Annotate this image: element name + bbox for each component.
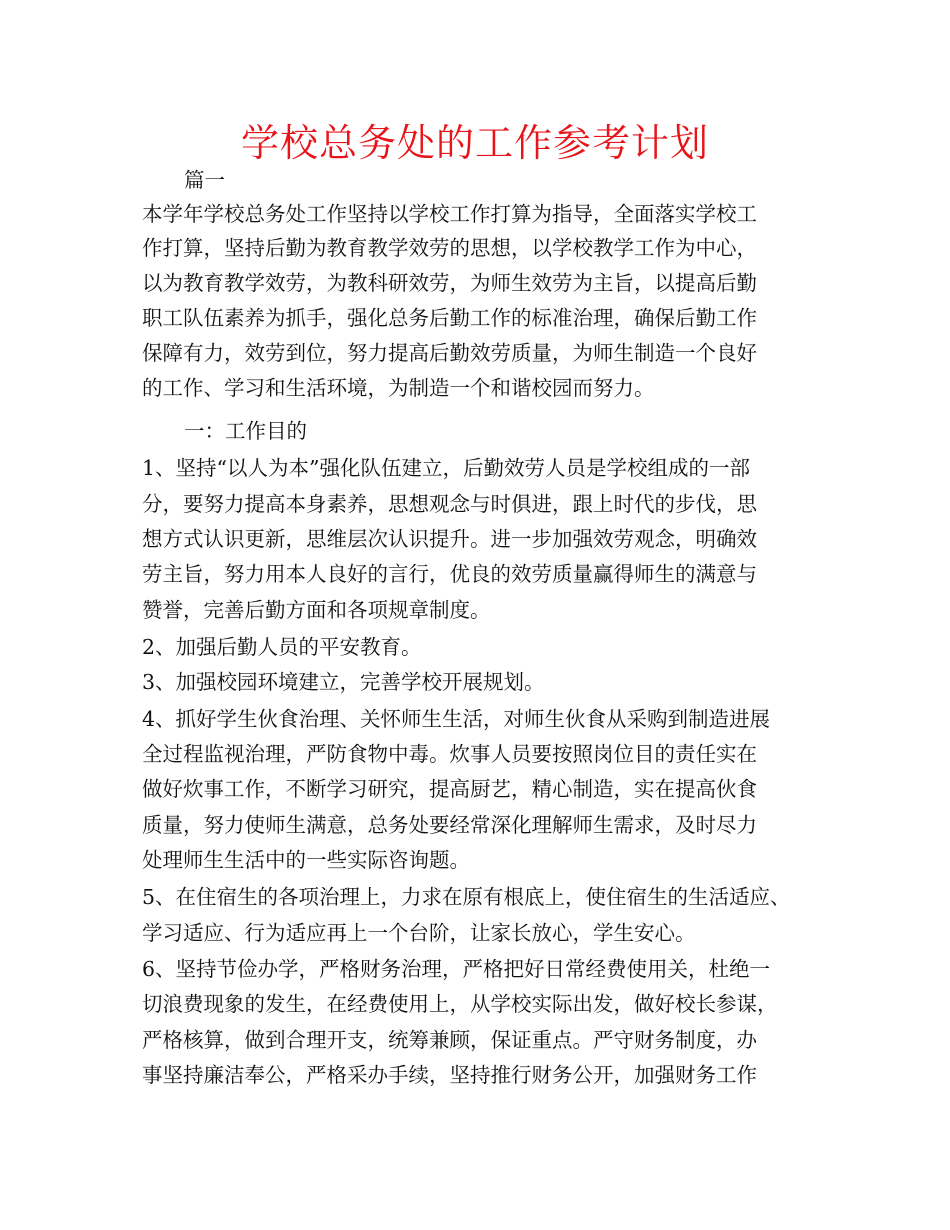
paragraph-line: 职工队伍素养为抓手，强化总务后勤工作的标准治理，确保后勤工作 [142,306,757,330]
paragraph-line: 严格核算，做到合理开支，统筹兼顾，保证重点。严守财务制度，办 [142,1028,757,1052]
paragraph-line: 以为教育教学效劳，为教科研效劳，为师生效劳为主旨，以提高后勤 [142,271,757,295]
paragraph-line: 4、抓好学生伙食治理、关怀师生生活，对师生伙食从采购到制造进展 [142,707,771,731]
paragraph-line: 2、加强后勤人员的平安教育。 [142,635,422,659]
paragraph-line: 处理师生生活中的一些实际咨询题。 [142,848,470,872]
paragraph-line: 分，要努力提高本身素养，思想观念与时俱进，跟上时代的步伐，思 [142,492,757,516]
section-label: 篇一 [184,168,225,192]
paragraph-line: 5、在住宿生的各项治理上，力求在原有根底上，使住宿生的生活适应、 [142,885,791,909]
paragraph-line: 赞誉，完善后勤方面和各项规章制度。 [142,598,491,622]
paragraph-line: 本学年学校总务处工作坚持以学校工作打算为指导，全面落实学校工 [142,202,757,226]
paragraph-line: 劳主旨，努力用本人良好的言行，优良的效劳质量赢得师生的满意与 [142,562,757,586]
paragraph-line: 3、加强校园环境建立，完善学校开展规划。 [142,670,545,694]
paragraph-line: 作打算，坚持后勤为教育教学效劳的思想，以学校教学工作为中心， [142,236,757,260]
paragraph-line: 事坚持廉洁奉公，严格采办手续，坚持推行财务公开，加强财务工作 [142,1063,757,1087]
paragraph-line: 1、坚持“以人为本”强化队伍建立，后勤效劳人员是学校组成的一部 [142,456,751,480]
paragraph-line: 6、坚持节俭办学，严格财务治理，严格把好日常经费使用关，杜绝一 [142,957,771,981]
section-heading: 一：工作目的 [184,419,307,443]
paragraph-line: 想方式认识更新，思维层次认识提升。进一步加强效劳观念，明确效 [142,527,757,551]
paragraph-line: 的工作、学习和生活环境，为制造一个和谐校园而努力。 [142,376,655,400]
paragraph-line: 做好炊事工作，不断学习研究，提高厨艺，精心制造，实在提高伙食 [142,777,757,801]
paragraph-line: 全过程监视治理，严防食物中毒。炊事人员要按照岗位目的责任实在 [142,742,757,766]
paragraph-line: 保障有力，效劳到位，努力提高后勤效劳质量，为师生制造一个良好 [142,341,757,365]
paragraph-line: 学习适应、行为适应再上一个台阶，让家长放心，学生安心。 [142,921,696,945]
paragraph-line: 质量，努力使师生满意，总务处要经常深化理解师生需求，及时尽力 [142,813,757,837]
document-title: 学校总务处的工作参考计划 [240,121,709,165]
paragraph-line: 切浪费现象的发生，在经费使用上，从学校实际出发，做好校长参谋， [142,992,778,1016]
